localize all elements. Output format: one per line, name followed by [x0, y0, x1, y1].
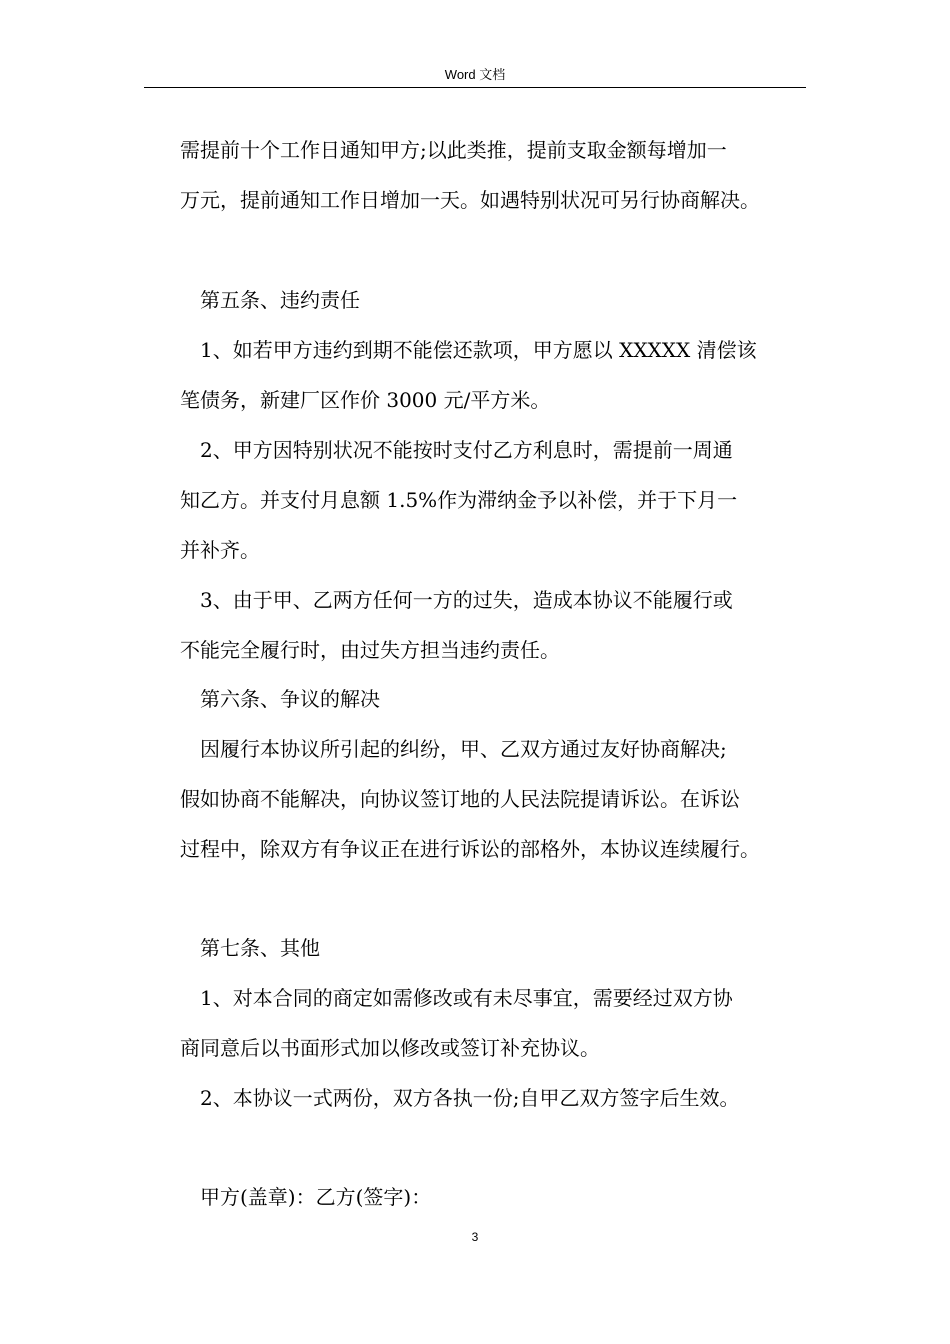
signature-line: 甲方(盖章)：乙方(签字)： [200, 1185, 432, 1209]
header-divider [144, 87, 806, 88]
page-header: Word 文档 [444, 67, 506, 82]
paragraph-line: 万元，提前通知工作日增加一天。如遇特别状况可另行协商解决。 [180, 188, 760, 212]
paragraph-line: 2、甲方因特别状况不能按时支付乙方利息时，需提前一周通 [200, 438, 733, 462]
paragraph-line: 过程中，除双方有争议正在进行诉讼的部格外，本协议连续履行。 [180, 837, 760, 861]
paragraph-line: 知乙方。并支付月息额 1.5%作为滞纳金予以补偿，并于下月一 [180, 488, 738, 512]
paragraph-line: 假如协商不能解决，向协议签订地的人民法院提请诉讼。在诉讼 [180, 787, 740, 811]
paragraph-line: 2、本协议一式两份，双方各执一份;自甲乙双方签字后生效。 [200, 1086, 740, 1110]
paragraph-line: 并补齐。 [180, 538, 260, 562]
paragraph-line: 1、如若甲方违约到期不能偿还款项，甲方愿以 XXXXX 清偿该 [200, 338, 757, 362]
paragraph-line: 不能完全履行时，由过失方担当违约责任。 [180, 638, 560, 662]
section-heading-5: 第五条、违约责任 [200, 288, 360, 312]
paragraph-line: 因履行本协议所引起的纠纷，甲、乙双方通过友好协商解决; [200, 737, 727, 761]
paragraph-line: 笔债务，新建厂区作价 3000 元/平方米。 [180, 388, 551, 412]
paragraph-line: 商同意后以书面形式加以修改或签订补充协议。 [180, 1036, 600, 1060]
page-number: 3 [471, 1230, 479, 1244]
paragraph-line: 1、对本合同的商定如需修改或有未尽事宜，需要经过双方协 [200, 986, 733, 1010]
section-heading-6: 第六条、争议的解决 [200, 687, 380, 711]
paragraph-line: 3、由于甲、乙两方任何一方的过失，造成本协议不能履行或 [200, 588, 733, 612]
paragraph-line: 需提前十个工作日通知甲方;以此类推，提前支取金额每增加一 [180, 138, 727, 162]
section-heading-7: 第七条、其他 [200, 936, 320, 960]
